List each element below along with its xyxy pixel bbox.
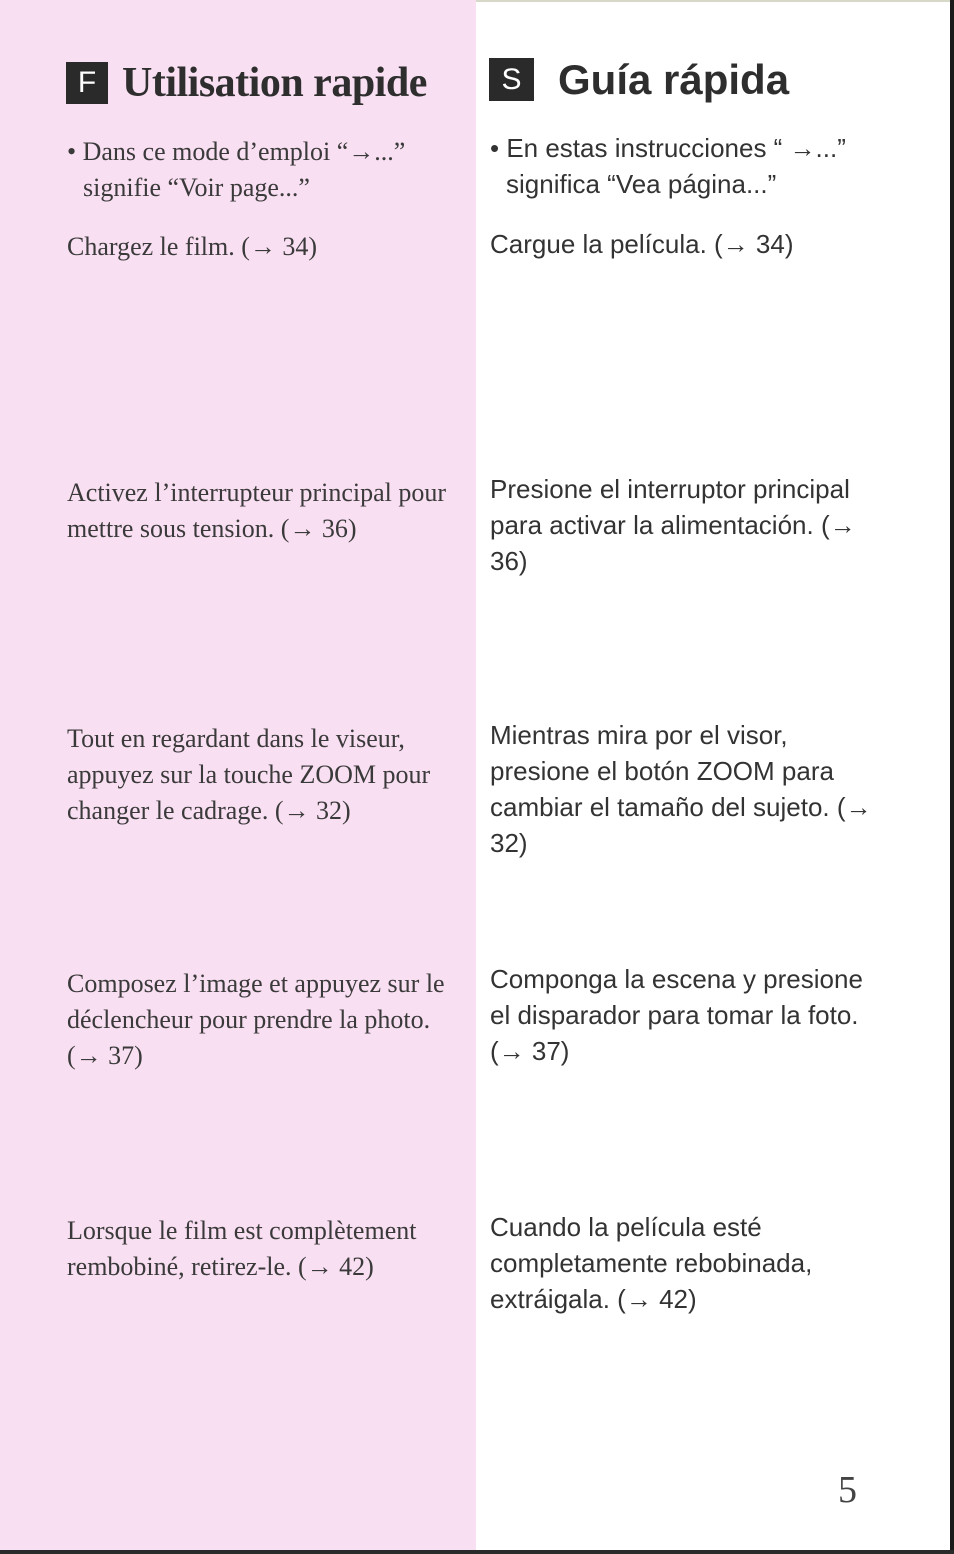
french-step-5-text: Lorsque le film est complètement rembobiné, retirez-le. (→ 42) <box>67 1216 417 1281</box>
spanish-step-4-text: Componga la escena y presione el disparador para tomar la foto. (→ 37) <box>490 964 863 1066</box>
spanish-step-3 <box>490 717 890 861</box>
spanish-step-2-text: Presione el interruptor principal para activar la alimentación. (→ 36) <box>490 474 856 576</box>
spanish-step-1-text: Cargue la película. (→ 34) <box>490 229 794 259</box>
french-step-2-text: Activez l’interrupteur principal pour mettre sous tension. (→ 36) <box>67 478 447 543</box>
french-step-1 <box>67 229 467 265</box>
spanish-note <box>490 130 890 202</box>
spanish-step-4 <box>490 961 890 1069</box>
spanish-step-3-text: Mientras mira por el visor, presione el botón ZOOM para cambiar el tamaño del sujeto. (→ 32) <box>490 720 872 858</box>
spanish-title: Guía rápida <box>558 56 790 103</box>
spanish-language-badge: S <box>489 58 534 101</box>
right-edge-line <box>950 0 954 1554</box>
french-step-4-text: Composez l’image et appuyez sur le déclencheur pour prendre la photo. (→ 37) <box>67 969 445 1070</box>
french-note-text: • Dans ce mode d’emploi “→...” signifie “Voir page...” <box>67 137 406 202</box>
page-number: 5 <box>838 1469 857 1511</box>
french-title: Utilisation rapide <box>122 60 427 106</box>
spanish-step-1 <box>490 226 890 262</box>
spanish-step-5-text: Cuando la película esté completamente rebobinada, extráigala. (→ 42) <box>490 1212 813 1314</box>
french-step-3-text: Tout en regardant dans le viseur, appuyez sur la touche ZOOM pour changer le cadrage. (→ 32) <box>67 724 431 825</box>
french-step-2 <box>67 475 467 547</box>
french-step-1-text: Chargez le film. (→ 34) <box>67 232 318 261</box>
spanish-note-text: • En estas instrucciones “ →...” significa “Vea página...” <box>490 133 846 199</box>
french-step-4 <box>67 966 467 1074</box>
french-step-5 <box>67 1213 467 1285</box>
french-language-badge: F <box>66 62 108 104</box>
bottom-edge-line <box>0 1550 954 1554</box>
french-step-3 <box>67 721 467 829</box>
top-edge-line <box>476 0 954 2</box>
french-note <box>67 134 467 206</box>
spanish-step-2 <box>490 471 890 579</box>
spanish-step-5 <box>490 1209 890 1317</box>
